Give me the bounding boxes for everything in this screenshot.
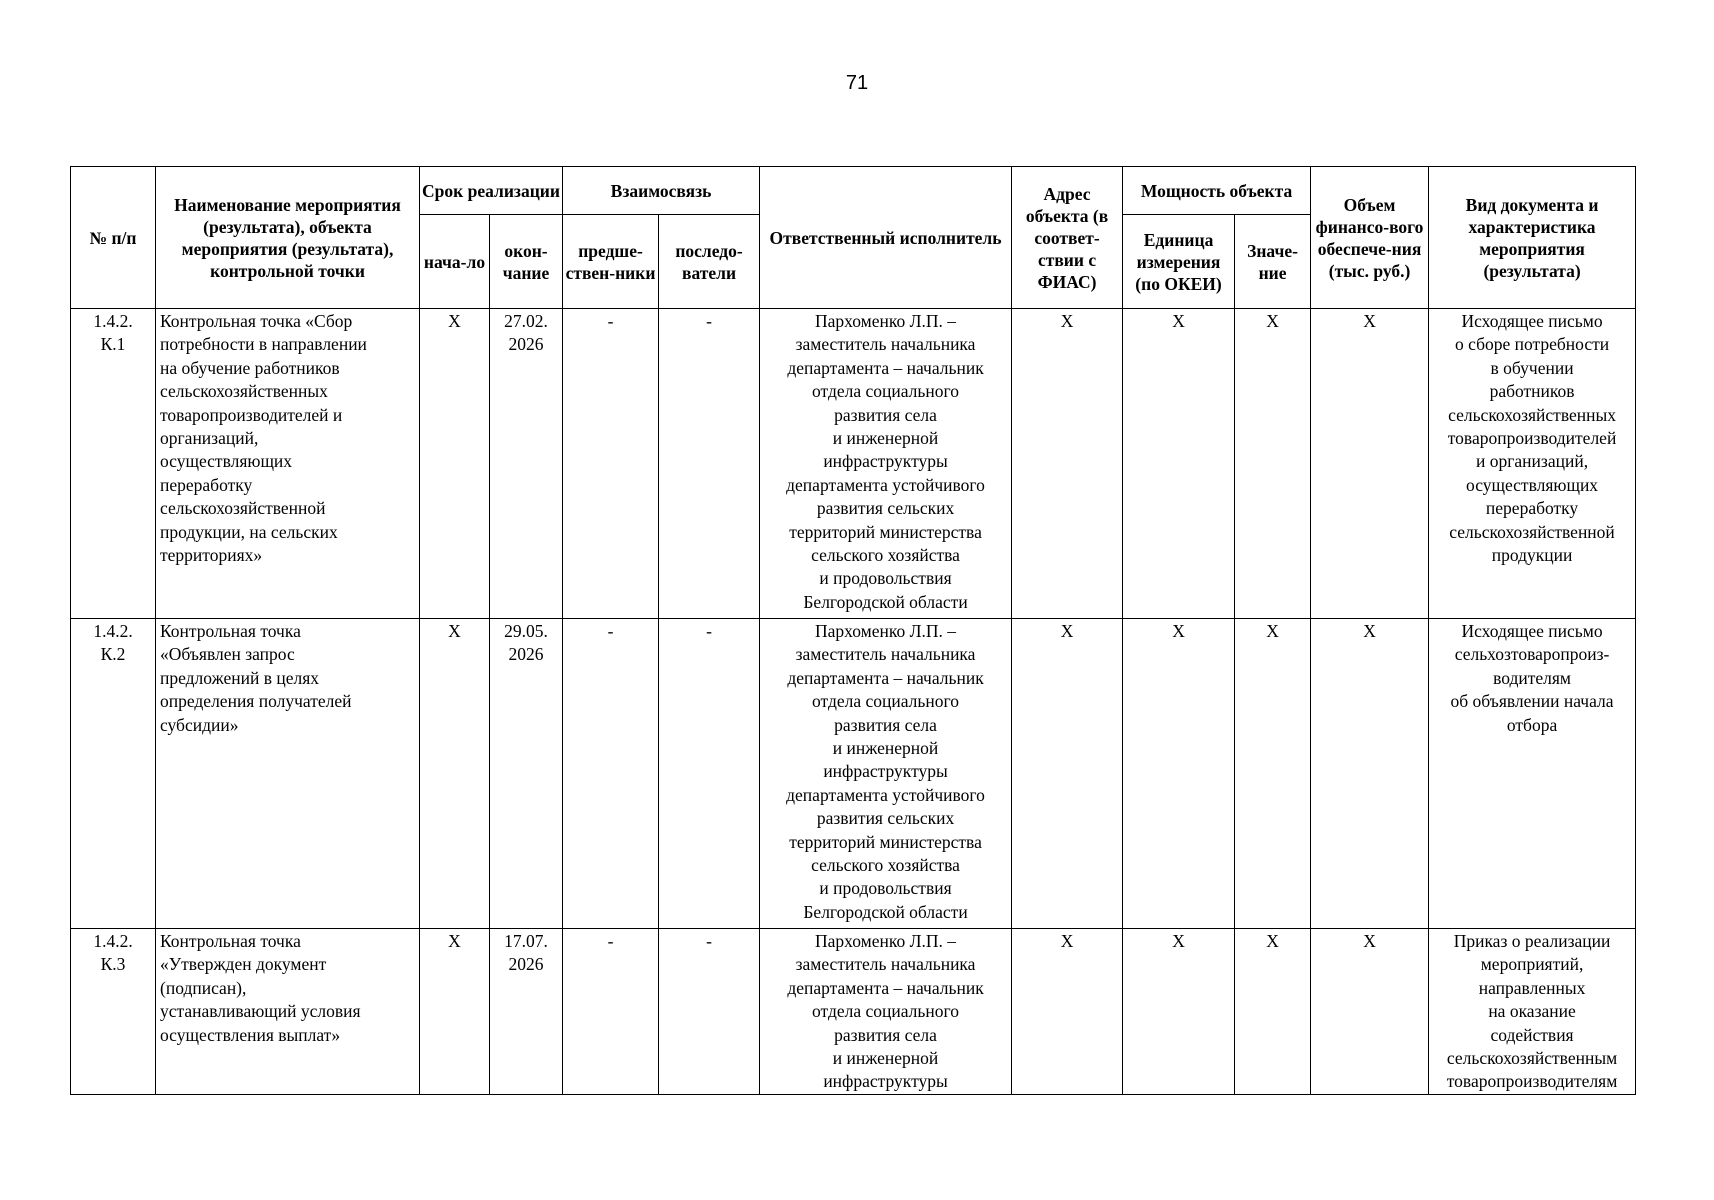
row-name: Контрольная точка «Сбор потребности в направлении на обучение работников сельскохозяйственных товаропроизводителей и организаций, осуществляющих переработку сельскохозяйственной продукции, на сельских территориях»	[160, 311, 367, 566]
table-row	[71, 619, 1636, 929]
row-start: X	[448, 931, 461, 951]
row-end: 27.02. 2026	[504, 311, 548, 355]
row-next: -	[706, 931, 712, 951]
row-value: X	[1266, 311, 1279, 331]
table-header	[71, 167, 1636, 309]
header-rel-prev: предше-ствен-ники	[563, 215, 659, 309]
row-doc: Приказ о реализации мероприятий, направленных на оказание содействия сельскохозяйственным товаропроизводителям	[1446, 931, 1618, 1092]
row-finance: X	[1363, 621, 1376, 641]
row-responsible: Пархоменко Л.П. – заместитель начальника департамента – начальник отдела социального развития села и инженерной инфраструктуры	[787, 931, 984, 1092]
row-doc: Исходящее письмо о сборе потребности в обучении работников сельскохозяйственных товаропроизводителей и организаций, осуществляющих переработку сельскохозяйственной продукции	[1447, 311, 1617, 566]
row-start: X	[448, 621, 461, 641]
row-next: -	[706, 621, 712, 641]
header-term-end: окон-чание	[490, 215, 563, 309]
control-points-table	[70, 166, 1636, 1095]
row-unit: X	[1172, 621, 1185, 641]
header-name: Наименование мероприятия (результата), объекта мероприятия (результата), контрольной точки	[156, 167, 420, 309]
row-unit: X	[1172, 311, 1185, 331]
row-num: 1.4.2. К.2	[93, 621, 133, 665]
row-finance: X	[1363, 931, 1376, 951]
row-end: 17.07. 2026	[504, 931, 548, 975]
row-address: X	[1060, 931, 1074, 951]
row-prev: -	[607, 931, 614, 951]
header-term-start: нача-ло	[420, 215, 490, 309]
row-doc: Исходящее письмо сельхозтоваропроиз- водителям об объявлении начала отбора	[1450, 621, 1614, 735]
row-num: 1.4.2. К.3	[93, 931, 133, 975]
header-capacity: Мощность объекта	[1123, 167, 1311, 215]
header-doc-type: Вид документа и характеристика мероприятия (результата)	[1429, 167, 1636, 309]
row-prev: -	[607, 311, 614, 331]
header-finance: Объем финансо-вого обеспече-ния (тыс. руб.)	[1311, 167, 1429, 309]
row-address: X	[1060, 621, 1074, 641]
row-name: Контрольная точка «Утвержден документ (подписан), устанавливающий условия осуществления выплат»	[160, 931, 361, 1045]
row-num: 1.4.2. К.1	[93, 311, 133, 355]
row-value: X	[1266, 621, 1279, 641]
table-row	[71, 929, 1636, 1095]
row-prev: -	[607, 621, 614, 641]
row-responsible: Пархоменко Л.П. – заместитель начальника департамента – начальник отдела социального развития села и инженерной инфраструктуры департамента устойчивого развития сельских территорий министерства сельского хозяйства и продовольствия Белгородской области	[786, 621, 985, 922]
header-term: Срок реализации	[420, 167, 563, 215]
row-name: Контрольная точка «Объявлен запрос предложений в целях определения получателей субсидии»	[160, 621, 352, 735]
row-end: 29.05. 2026	[504, 621, 548, 665]
row-start: X	[448, 311, 461, 331]
row-responsible: Пархоменко Л.П. – заместитель начальника департамента – начальник отдела социального развития села и инженерной инфраструктуры департамента устойчивого развития сельских территорий министерства сельского хозяйства и продовольствия Белгородской области	[786, 311, 985, 612]
header-responsible: Ответственный исполнитель	[760, 167, 1012, 309]
header-cap-value: Значе-ние	[1235, 215, 1311, 309]
row-unit: X	[1172, 931, 1185, 951]
header-num: № п/п	[71, 167, 156, 309]
header-rel-next: последо-ватели	[659, 215, 760, 309]
page-number: 71	[845, 72, 869, 94]
header-address: Адрес объекта (в соответ-ствии с ФИАС)	[1012, 167, 1123, 309]
row-next: -	[706, 311, 712, 331]
table-row	[71, 309, 1636, 619]
header-cap-unit: Единица измерения (по ОКЕИ)	[1123, 215, 1235, 309]
row-address: X	[1060, 311, 1074, 331]
row-finance: X	[1363, 311, 1376, 331]
header-relation: Взаимосвязь	[563, 167, 760, 215]
row-value: X	[1266, 931, 1279, 951]
